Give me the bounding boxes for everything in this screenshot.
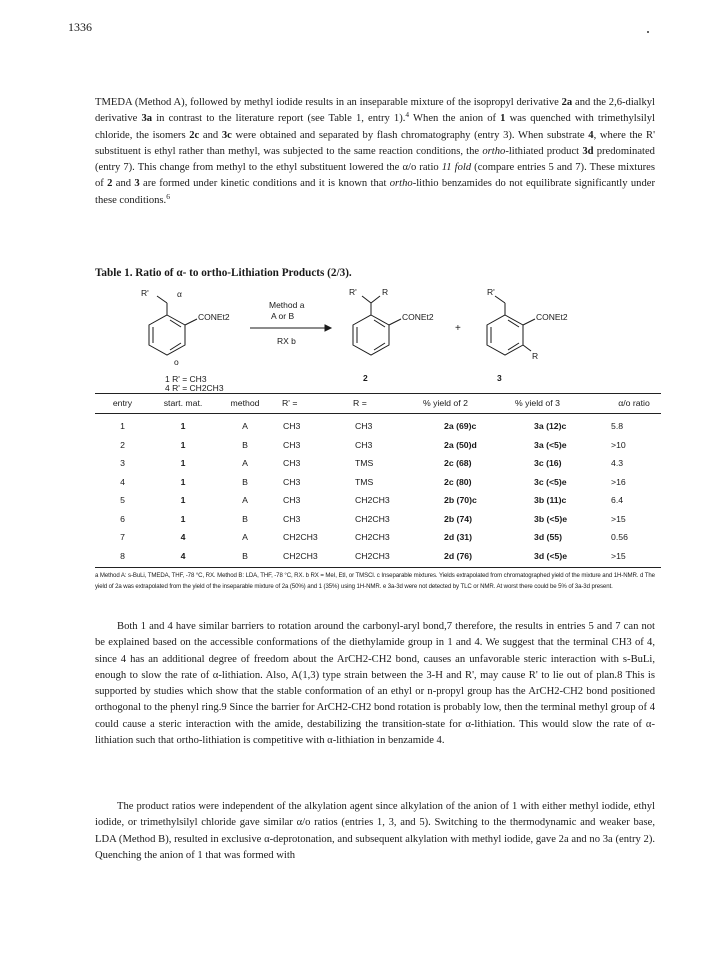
table-row <box>95 440 661 459</box>
header-entry: entry <box>112 398 133 408</box>
product-2-structure <box>353 296 401 355</box>
cell-yield-2: 2a (50)d <box>444 439 477 450</box>
cell-rprime: CH3 <box>283 513 301 524</box>
cell-entry: 3 <box>120 458 125 468</box>
cell-r: CH3 <box>355 421 373 431</box>
cell-yield-3: 3b (11)c <box>534 495 567 505</box>
table-body <box>95 421 661 569</box>
compound-2-label: 2 <box>363 373 368 383</box>
table-header-rule <box>95 413 661 414</box>
cell-start-mat: 1 <box>180 439 186 450</box>
cell-ratio: >15 <box>611 513 626 524</box>
cell-yield-2: 2b (70)c <box>444 495 477 505</box>
header-r: R = <box>353 398 367 408</box>
starting-material-structure <box>149 296 197 355</box>
compound-4-label: 4 R' = CH2CH3 <box>165 383 224 393</box>
header-yield-2: % yield of 2 <box>423 398 468 408</box>
cell-rprime: CH2CH3 <box>283 532 318 542</box>
cell-entry: 1 <box>120 421 125 431</box>
cell-start-mat: 4 <box>180 532 186 542</box>
cell-yield-3: 3c (16) <box>534 458 562 468</box>
header-yield-3: % yield of 3 <box>515 398 560 408</box>
cell-yield-2: 2c (80) <box>444 476 472 487</box>
cell-entry: 8 <box>120 550 125 561</box>
table-row <box>95 514 661 533</box>
header-method: method <box>230 398 260 408</box>
cell-r: CH2CH3 <box>355 513 390 524</box>
cell-r: CH2CH3 <box>355 532 390 542</box>
table-bottom-rule <box>95 567 661 568</box>
cell-entry: 5 <box>120 495 125 505</box>
cell-method: A <box>242 532 248 542</box>
cell-yield-2: 2d (31) <box>444 532 473 542</box>
p3-r-label: R <box>532 351 539 361</box>
cell-ratio: 5.8 <box>611 421 624 431</box>
cell-rprime: CH3 <box>283 458 301 468</box>
cell-method: B <box>242 513 248 524</box>
cell-entry: 2 <box>120 439 125 450</box>
cell-ratio: >16 <box>611 476 626 487</box>
cell-yield-3: 3a (12)c <box>534 421 567 431</box>
cell-entry: 4 <box>120 476 125 487</box>
header-ratio: α/o ratio <box>618 398 650 408</box>
product-3-structure <box>487 296 535 355</box>
cell-ratio: 0.56 <box>611 532 628 542</box>
cell-r: CH2CH3 <box>355 550 390 561</box>
cell-start-mat: 1 <box>180 458 186 468</box>
cell-rprime: CH2CH3 <box>283 550 318 561</box>
cell-r: CH3 <box>355 439 373 450</box>
cell-entry: 6 <box>120 513 125 524</box>
table-row <box>95 532 661 551</box>
p3-amide-label: CONEt2 <box>536 312 568 322</box>
p2-amide-label: CONEt2 <box>402 312 434 322</box>
paragraph-2: Both 1 and 4 have similar barriers to rotation around the carbonyl-aryl bond,7 therefore, the results in entries 5 and 7 can not be explained based on the accessible conformations of the diethylamide group in 1 and 4. We suggest that the terminal CH3 of 4, since 4 has an additional degree of freedom about the ArCH2-CH2 bond, causes an unfavorable steric interaction with s-BuLi, enough to slow the rate of α-lithiation. Also, A(1,3) type strain between the 3-H and R', may cause R' to lie out of plan.8 This is supported by studies which show that the stable conformation of an ethyl or n-propyl group has the ArCH2-CH2 bond positioned orthogonal to the phenyl ring.9 Since the barrier for ArCH2-CH2 bond rotation is probably low, then the terminal methyl group of 4 could cause a steric interaction with the amide, destabilizing the transition-state for α-lithiation. This would slow the rate of α-lithiation such that ortho-lithiation is competitive with α-lithiation in benzamide 4. <box>95 621 655 747</box>
cell-rprime: CH3 <box>283 495 301 505</box>
page-number: 1336 <box>68 20 92 34</box>
cell-start-mat: 1 <box>180 495 186 505</box>
cell-yield-2: 2b (74) <box>444 513 473 524</box>
sm-amide-label: CONEt2 <box>198 312 230 322</box>
cell-start-mat: 1 <box>180 476 186 487</box>
cell-method: B <box>242 550 248 561</box>
table-caption: Table 1. Ratio of α- to ortho-Lithiation Products (2/3). <box>95 267 352 279</box>
table-row <box>95 495 661 514</box>
cell-yield-3: 3d (<5)e <box>534 550 568 561</box>
reaction-arrow <box>250 325 331 331</box>
cell-method: A <box>242 495 248 505</box>
cell-start-mat: 1 <box>180 513 186 524</box>
header-start-mat: start. mat. <box>163 398 203 408</box>
compound-3-label: 3 <box>497 373 502 383</box>
cell-yield-3: 3d (55) <box>534 532 563 542</box>
plus-sign: + <box>455 323 461 334</box>
p3-rprime-label: R' <box>487 287 495 297</box>
cell-start-mat: 1 <box>180 421 186 431</box>
cell-yield-2: 2c (68) <box>444 458 472 468</box>
compound-1-label: 1 R' = CH3 <box>165 374 207 384</box>
cell-ratio: >15 <box>611 550 626 561</box>
method-options-label: A or B <box>271 311 295 321</box>
cell-method: B <box>242 439 248 450</box>
cell-ratio: 4.3 <box>611 458 624 468</box>
cell-ratio: 6.4 <box>611 495 624 505</box>
cell-start-mat: 4 <box>180 550 186 561</box>
header-rprime: R' = <box>282 398 298 408</box>
cell-r: TMS <box>355 476 374 487</box>
cell-method: B <box>242 476 248 487</box>
cell-rprime: CH3 <box>283 439 301 450</box>
cell-yield-3: 3b (<5)e <box>534 513 568 524</box>
sm-alpha-label: α <box>177 289 182 299</box>
table-row <box>95 421 661 440</box>
cell-entry: 7 <box>120 532 125 542</box>
table-top-rule <box>95 393 661 394</box>
cell-yield-2: 2d (76) <box>444 550 473 561</box>
table-row <box>95 477 661 496</box>
method-label: Method a <box>269 300 305 310</box>
cell-yield-3: 3c (<5)e <box>534 476 567 487</box>
table-footnote: a Method A: s-BuLi, TMEDA, THF, -78 °C, RX. Method B: LDA, THF, -78 °C, RX. b RX = MeI, EtI, or TMSCl. c Inseparable mixtures. Yields extrapolated from chromatographed yield of the mixture and 1H-NMR. d The yield of 2a was extrapolated from the yield of the inseparable mixture of 2a (50%) and 1 (35%) using 1H-NMR. e 3a-3d were not detected by TLC or NMR. At worst there could be 5% of 3a-3d present. <box>95 572 655 590</box>
table-row <box>95 458 661 477</box>
reaction-scheme <box>95 283 655 395</box>
cell-rprime: CH3 <box>283 421 301 431</box>
cell-ratio: >10 <box>611 439 626 450</box>
p2-rprime-label: R' <box>349 287 357 297</box>
sm-rprime-label: R' <box>141 288 149 298</box>
cell-method: A <box>242 421 248 431</box>
cell-r: CH2CH3 <box>355 495 390 505</box>
corner-dot <box>647 31 649 33</box>
sm-ortho-label: o <box>174 357 179 367</box>
cell-yield-2: 2a (69)c <box>444 421 477 431</box>
paragraph-1: TMEDA (Method A), followed by methyl iodide results in an inseparable mixture of the isopropyl derivative 2a and the 2,6-dialkyl derivative 3a in contrast to the literature report (see Table 1, entry 1).$^4$ When the anion of 1 was quenched with trimethylsilyl chloride, the isomers 2c and 3c were obtained and separated by flash chromatography (entry 3). When substrate 4, where the R' substituent is ethyl rather than methyl, was subjected to the same reaction conditions, the ortho-lithiated product 3d predominated (entry 7). This change from methyl to the ethyl substituent lowered the α/o ratio 11 fold (compare entries 5 and 7). These mixtures of 2 and 3 are formed under kinetic conditions and it is known that ortho-lithio benzamides do not equilibrate significantly under these conditions.$^6$ <box>95 97 656 206</box>
cell-r: TMS <box>355 458 374 468</box>
reagent-label: RX b <box>277 336 296 346</box>
paragraph-3: The product ratios were independent of the alkylation agent since alkylation of the anion of 1 with either methyl iodide, ethyl iodide, or trimethylsilyl chloride gave similar α/o ratios (entries 1, 3, and 5). Switching to the thermodynamic and weaker base, LDA (Method B), resulted in exclusive α-deprotonation, and subsequent alkylation with methyl iodide, gave 2a and no 3a (entry 2). Quenching the anion of 1 that was formed with <box>95 801 655 861</box>
cell-yield-3: 3a (<5)e <box>534 439 567 450</box>
p2-r-label: R <box>382 287 389 297</box>
cell-method: A <box>242 458 248 468</box>
cell-rprime: CH3 <box>283 476 301 487</box>
